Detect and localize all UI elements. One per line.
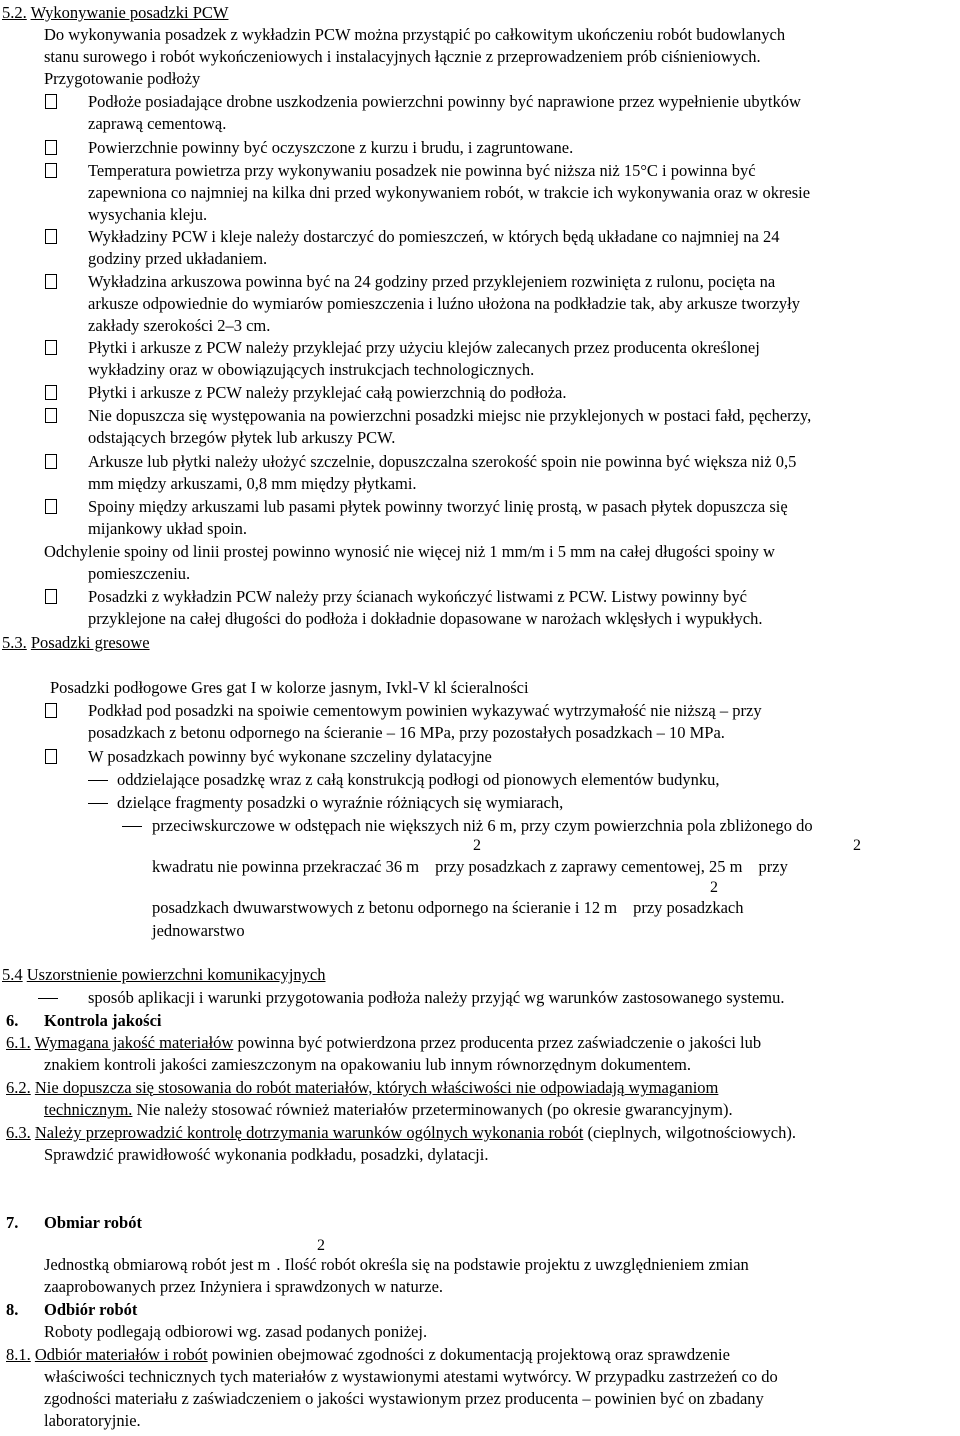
section-title: Uszorstnienie powierzchni komunikacyjnych: [26, 965, 326, 984]
superscript: 2: [317, 1237, 325, 1254]
list-item-line: [6, 1032, 761, 1054]
list-item-line: Płytki i arkusze z PCW należy przyklejać całą powierzchnią do podłoża.: [88, 383, 567, 402]
text-line: pomieszczeniu.: [88, 564, 191, 583]
list-item-line: Podkład pod posadzki na spoiwie cementowym powinien wykazywać wytrzymałość nie niższą – przy: [88, 701, 762, 720]
list-item-line: odstających brzegów płytek lub arkuszy PCW.: [88, 428, 396, 447]
text-fragment: powinna być potwierdzona przez producenta przez zaświadczenie o jakości lub: [233, 1033, 762, 1052]
section-number: 6.: [6, 1011, 19, 1030]
text-fragment: powinien obejmować zgodności z dokumentacją projektową oraz sprawdzenie: [207, 1345, 730, 1364]
section-number: 7.: [6, 1213, 19, 1232]
list-item-line: [6, 1122, 796, 1144]
item-number: 6.2.: [6, 1078, 31, 1097]
dash-icon: [38, 998, 58, 999]
list-item-line: Posadzki z wykładzin PCW należy przy ścianach wykończyć listwami z PCW. Listwy powinny być: [88, 587, 747, 606]
bullet-icon: [45, 454, 57, 469]
bullet-icon: [45, 703, 57, 718]
section-heading: [2, 964, 326, 986]
list-item-line: [6, 1344, 730, 1366]
dash-icon: [88, 803, 108, 804]
list-item-line: Wykładziny PCW i kleje należy dostarczyć do pomieszczeń, w których będą układane co najmniej na 24: [88, 227, 780, 246]
text-fragment: przy posadzkach: [633, 898, 744, 917]
dash-icon: [88, 780, 108, 781]
sub-item-line: sposób aplikacji i warunki przygotowania podłoża należy przyjąć wg warunków zastosowanego systemu.: [88, 988, 785, 1007]
section-title: Kontrola jakości: [44, 1011, 162, 1030]
underlined-text: Należy przeprowadzić kontrolę dotrzymania warunków ogólnych wykonania robót: [34, 1123, 584, 1142]
list-item-line: zaprawą cementową.: [88, 114, 227, 133]
dash-icon: [122, 826, 142, 827]
list-item-line: wykładziny oraz w obowiązujących instrukcjach technologicznych.: [88, 360, 535, 379]
text-fragment: (cieplnych, wilgotnościowych).: [583, 1123, 796, 1142]
sub-item-line: [152, 856, 788, 878]
section-title: Obmiar robót: [44, 1213, 142, 1232]
list-item-line: godziny przed układaniem.: [88, 249, 268, 268]
bullet-icon: [45, 163, 57, 178]
text-line: stanu surowego i robót wykończeniowych i instalacyjnych łącznie z przeprowadzeniem prób ciśnieniowych.: [44, 47, 761, 66]
item-number: 6.1.: [6, 1033, 31, 1052]
underlined-text: Nie dopuszcza się stosowania do robót materiałów, których właściwości nie odpowiadają wymaganiom: [34, 1078, 719, 1097]
text-fragment: Nie należy stosować również materiałów przeterminowanych (po okresie gwarancyjnym).: [132, 1100, 733, 1119]
list-item-line: zakłady szerokości 2–3 cm.: [88, 316, 271, 335]
list-item-line: Wykładzina arkuszowa powinna być na 24 godziny przed przyklejeniem rozwinięta z rulonu, pocięta na: [88, 272, 776, 291]
section-heading: [2, 632, 150, 654]
bullet-icon: [45, 385, 57, 400]
list-item-line: [44, 1099, 733, 1121]
list-item-line: zapewniona co najmniej na kilka dni przed wykonywaniem robót, w trakcie ich wykonywania oraz w okresie: [88, 183, 811, 202]
list-item-line: Temperatura powietrza przy wykonywaniu posadzek nie powinna być niższa niż 15°C i powinna być: [88, 161, 756, 180]
item-number: 6.3.: [6, 1123, 31, 1142]
section-number: 5.4: [2, 965, 23, 984]
list-item-line: zgodności materiału z zaświadczeniem o jakości wystawionym przez producenta – powinien być on zbadany: [44, 1389, 764, 1408]
section-title: Odbiór robót: [44, 1300, 138, 1319]
bullet-icon: [45, 229, 57, 244]
list-item-line: arkusze odpowiednie do wymiarów pomieszczenia i luźno ułożona na podkładzie tak, aby arkusze tworzyły: [88, 294, 801, 313]
text-fragment: kwadratu nie powinna przekraczać 36 m: [152, 857, 420, 876]
list-item-line: Płytki i arkusze z PCW należy przyklejać przy użyciu klejów zalecanych przez producenta określonej: [88, 338, 760, 357]
text-line: Odchylenie spoiny od linii prostej powinno wynosić nie więcej niż 1 mm/m i 5 mm na całej długości spoiny w: [44, 542, 775, 561]
text-fragment: posadzkach dwuwarstwowych z betonu odpornego na ścieranie i 12 m: [152, 898, 618, 917]
list-item-line: W posadzkach powinny być wykonane szczeliny dylatacyjne: [88, 747, 492, 766]
list-item-line: mijankowy układ spoin.: [88, 519, 248, 538]
section-number: 5.2.: [2, 3, 27, 22]
sub-item-line: dzielące fragmenty posadzki o wyraźnie różniących się wymiarach,: [117, 793, 564, 812]
list-item-line: Podłoże posiadające drobne uszkodzenia powierzchni powinny być naprawione przez wypełnienie ubytków: [88, 92, 801, 111]
list-item-line: przyklejone na całej długości do podłoża i dokładnie dopasowane w narożach wklęsłych i wypukłych.: [88, 609, 763, 628]
bullet-icon: [45, 94, 57, 109]
text-fragment: przy: [758, 857, 788, 876]
list-item-line: Nie dopuszcza się występowania na powierzchni posadzki miejsc nie przyklejonych w postaci fałd, pęcherzy,: [88, 406, 812, 425]
text-fragment: . Ilość robót określa się na podstawie projektu z uwzględnieniem zmian: [276, 1255, 749, 1274]
bullet-icon: [45, 408, 57, 423]
subheading: Przygotowanie podłoży: [44, 69, 201, 88]
list-item-line: laboratoryjnie.: [44, 1411, 141, 1430]
list-item-line: mm między arkuszami, 0,8 mm między płytkami.: [88, 474, 417, 493]
list-item-line: posadzkach z betonu odpornego na ścieranie – 16 MPa, przy pozostałych posadzkach – 10 MPa.: [88, 723, 725, 742]
underlined-text: Odbiór materiałów i robót: [34, 1345, 208, 1364]
bullet-icon: [45, 749, 57, 764]
text-fragment: Jednostką obmiarową robót jest m: [44, 1255, 271, 1274]
bullet-icon: [45, 499, 57, 514]
list-item-line: Powierzchnie powinny być oczyszczone z kurzu i brudu, i zagruntowane.: [88, 138, 574, 157]
bullet-icon: [45, 140, 57, 155]
section-number: 8.: [6, 1300, 19, 1319]
section-title: Wykonywanie posadzki PCW: [30, 3, 229, 22]
underlined-text: technicznym.: [44, 1100, 133, 1119]
item-number: 8.1.: [6, 1345, 31, 1364]
list-item-line: Arkusze lub płytki należy ułożyć szczelnie, dopuszczalna szerokość spoin nie powinna być większa niż 0,5: [88, 452, 797, 471]
section-number: 5.3.: [2, 633, 27, 652]
section-title: Posadzki gresowe: [30, 633, 150, 652]
bullet-icon: [45, 274, 57, 289]
list-item-line: Sprawdzić prawidłowość wykonania podkładu, posadzki, dylatacji.: [44, 1145, 489, 1164]
superscript: 2: [710, 879, 718, 896]
list-item-line: Spoiny między arkuszami lub pasami płytek powinny tworzyć linię prostą, w pasach płytek dopuszcza się: [88, 497, 788, 516]
list-item-line: znakiem kontroli jakości zamieszczonym na opakowaniu lub innym równorzędnym dokumentem.: [44, 1055, 691, 1074]
text-line: zaaprobowanych przez Inżyniera i sprawdzonych w naturze.: [44, 1277, 444, 1296]
list-item-line: [6, 1077, 718, 1099]
text-line: [44, 1254, 749, 1276]
list-item-line: właściwości technicznych tych materiałów z wystawionymi atestami wytwórcy. W przypadku zastrzeżeń co do: [44, 1367, 778, 1386]
bullet-icon: [45, 340, 57, 355]
bullet-icon: [45, 589, 57, 604]
text-line: Posadzki podłogowe Gres gat I w kolorze jasnym, Ivkl-V kl ścieralności: [50, 678, 529, 697]
text-fragment: przy posadzkach z zaprawy cementowej, 25 m: [435, 857, 743, 876]
section-heading: [2, 2, 228, 24]
sub-item-line: jednowarstwo: [152, 921, 245, 940]
text-line: Do wykonywania posadzek z wykładzin PCW można przystąpić po całkowitym ukończeniu robót budowlanych: [44, 25, 786, 44]
sub-item-line: [152, 897, 744, 919]
underlined-text: Wymagana jakość materiałów: [34, 1033, 234, 1052]
superscript: 2: [853, 837, 861, 854]
sub-item-line: przeciwskurczowe w odstępach nie większych niż 6 m, przy czym powierzchnia pola zbliżonego do: [152, 816, 813, 835]
sub-item-line: oddzielające posadzkę wraz z całą konstrukcją podłogi od pionowych elementów budynku,: [117, 770, 720, 789]
superscript: 2: [473, 837, 481, 854]
text-line: Roboty podlegają odbiorowi wg. zasad podanych poniżej.: [44, 1322, 428, 1341]
list-item-line: wysychania kleju.: [88, 205, 208, 224]
